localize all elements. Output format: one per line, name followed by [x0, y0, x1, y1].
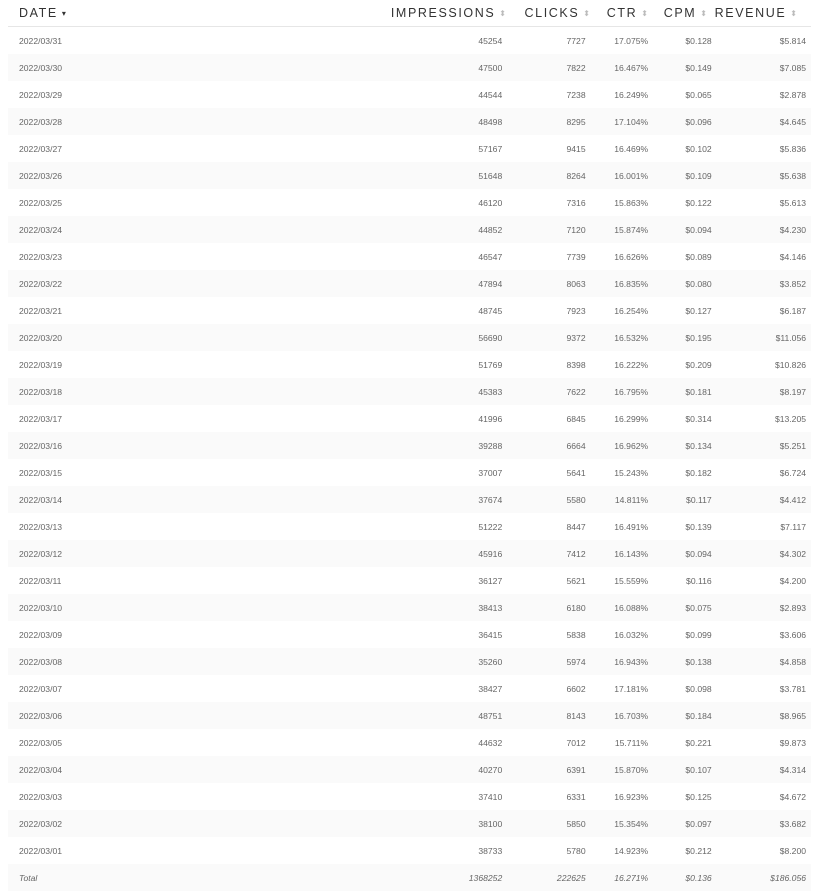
cell-cpm: $0.195: [685, 332, 712, 343]
cell-clicks: 6664: [566, 440, 586, 451]
sort-desc-icon: ▾: [61, 8, 66, 18]
cell-date: 2022/03/28: [19, 116, 63, 127]
cell-impressions: 44852: [478, 224, 503, 235]
sort-icon: ⬍: [700, 8, 707, 18]
cell-cpm: $0.080: [685, 278, 712, 289]
column-header-impressions-label: IMPRESSIONS: [390, 6, 496, 20]
cell-ctr: 17.075%: [614, 35, 649, 46]
column-header-ctr-label: CTR: [606, 6, 638, 20]
cell-clicks: 7120: [566, 224, 586, 235]
cell-revenue: $13.205: [774, 413, 807, 424]
column-header-date-label: DATE: [19, 6, 58, 20]
cell-impressions: 56690: [478, 332, 503, 343]
cell-clicks: 7238: [566, 89, 586, 100]
cell-revenue: $3.682: [779, 818, 807, 829]
cell-ctr: 15.354%: [614, 818, 649, 829]
cell-date: 2022/03/30: [19, 62, 63, 73]
cell-impressions: 45383: [478, 386, 503, 397]
cell-impressions: 37674: [478, 494, 503, 505]
cell-clicks: 7923: [566, 305, 586, 316]
cell-revenue: $3.781: [779, 683, 807, 694]
cell-clicks: 9415: [566, 143, 586, 154]
cell-clicks: 5641: [566, 467, 586, 478]
sort-icon: ⬍: [790, 8, 797, 18]
cell-cpm: $0.117: [686, 494, 712, 505]
cell-date: 2022/03/05: [19, 737, 63, 748]
cell-ctr: 16.271%: [614, 872, 649, 883]
table-row: [8, 378, 811, 405]
table-row: [8, 135, 811, 162]
cell-date: 2022/03/11: [19, 575, 62, 586]
table-row: [8, 351, 811, 378]
cell-date: 2022/03/21: [19, 305, 63, 316]
table-row: [8, 405, 811, 432]
sort-icon: ⬍: [641, 8, 648, 18]
cell-impressions: 38733: [478, 845, 503, 856]
cell-cpm: $0.134: [685, 440, 712, 451]
sort-icon: ⬍: [499, 8, 506, 18]
cell-cpm: $0.184: [685, 710, 712, 721]
cell-impressions: 51648: [478, 170, 503, 181]
table-row: [8, 594, 811, 621]
cell-ctr: 14.923%: [614, 845, 649, 856]
cell-clicks: 5780: [566, 845, 586, 856]
cell-ctr: 16.491%: [614, 521, 649, 532]
cell-clicks: 7739: [566, 251, 586, 262]
cell-date: 2022/03/13: [19, 521, 63, 532]
table-row: [8, 27, 811, 54]
table-row: [8, 81, 811, 108]
cell-cpm: $0.075: [685, 602, 712, 613]
cell-cpm: $0.089: [685, 251, 712, 262]
cell-cpm: $0.094: [685, 224, 712, 235]
table-row: [8, 324, 811, 351]
cell-ctr: 17.104%: [614, 116, 649, 127]
cell-date: 2022/03/01: [19, 845, 63, 856]
cell-impressions: 38427: [478, 683, 503, 694]
cell-cpm: $0.109: [685, 170, 712, 181]
cell-date: 2022/03/24: [19, 224, 63, 235]
cell-impressions: 46547: [478, 251, 503, 262]
cell-cpm: $0.209: [685, 359, 712, 370]
cell-clicks: 8447: [566, 521, 586, 532]
cell-date: 2022/03/08: [19, 656, 63, 667]
table-row: [8, 675, 811, 702]
cell-impressions: 47894: [478, 278, 503, 289]
cell-impressions: 48498: [478, 116, 503, 127]
cell-impressions: 36415: [478, 629, 503, 640]
cell-cpm: $0.096: [685, 116, 712, 127]
cell-clicks: 8398: [566, 359, 586, 370]
cell-impressions: 45916: [478, 548, 503, 559]
cell-clicks: 9372: [566, 332, 586, 343]
cell-impressions: 51222: [478, 521, 503, 532]
cell-revenue: $5.251: [779, 440, 807, 451]
cell-revenue: $7.117: [780, 521, 807, 532]
cell-date: 2022/03/29: [19, 89, 63, 100]
cell-date: 2022/03/25: [19, 197, 63, 208]
cell-impressions: 37410: [478, 791, 503, 802]
cell-revenue: $5.836: [779, 143, 807, 154]
column-header-date[interactable]: [8, 6, 139, 20]
cell-ctr: 16.032%: [614, 629, 649, 640]
cell-revenue: $8.197: [779, 386, 807, 397]
cell-clicks: 8143: [566, 710, 586, 721]
cell-revenue: $9.873: [779, 737, 807, 748]
table-row: [8, 216, 811, 243]
cell-impressions: 46120: [478, 197, 503, 208]
cell-cpm: $0.094: [685, 548, 712, 559]
table-row: [8, 108, 811, 135]
cell-date: 2022/03/27: [19, 143, 63, 154]
cell-impressions: 44544: [478, 89, 503, 100]
cell-impressions: 35260: [478, 656, 503, 667]
cell-impressions: 57167: [478, 143, 503, 154]
cell-date: 2022/03/02: [19, 818, 63, 829]
cell-impressions: 37007: [478, 467, 503, 478]
cell-clicks: 7622: [566, 386, 586, 397]
cell-ctr: 16.626%: [614, 251, 649, 262]
table-row: [8, 270, 811, 297]
table-row: [8, 756, 811, 783]
cell-revenue: $5.613: [779, 197, 807, 208]
table-row: [8, 54, 811, 81]
cell-cpm: $0.149: [685, 62, 712, 73]
cell-impressions: 39288: [478, 440, 503, 451]
cell-ctr: 16.962%: [614, 440, 649, 451]
cell-impressions: 36127: [478, 575, 503, 586]
cell-revenue: $5.814: [779, 35, 807, 46]
cell-clicks: 5580: [566, 494, 586, 505]
cell-cpm: $0.107: [685, 764, 712, 775]
cell-clicks: 7316: [566, 197, 586, 208]
table-header: [8, 0, 811, 27]
cell-impressions: 48745: [478, 305, 503, 316]
cell-revenue: $4.645: [779, 116, 807, 127]
cell-ctr: 15.863%: [614, 197, 649, 208]
table-row: [8, 702, 811, 729]
table-row: [8, 513, 811, 540]
cell-clicks: 7822: [566, 62, 586, 73]
cell-revenue: $7.085: [779, 62, 807, 73]
cell-date: 2022/03/15: [19, 467, 63, 478]
cell-clicks: 8063: [566, 278, 586, 289]
cell-revenue: $4.230: [779, 224, 807, 235]
table-row: [8, 432, 811, 459]
cell-clicks: 7727: [566, 35, 586, 46]
cell-revenue: $2.878: [779, 89, 807, 100]
cell-clicks: 6845: [566, 413, 586, 424]
table-row: [8, 162, 811, 189]
cell-date: 2022/03/12: [19, 548, 63, 559]
cell-cpm: $0.138: [685, 656, 712, 667]
table-row: [8, 459, 811, 486]
cell-date: 2022/03/07: [19, 683, 63, 694]
cell-ctr: 14.811%: [614, 494, 649, 505]
cell-impressions: 48751: [478, 710, 503, 721]
cell-date: 2022/03/09: [19, 629, 63, 640]
cell-ctr: 16.001%: [614, 170, 649, 181]
cell-cpm: $0.099: [685, 629, 712, 640]
column-header-ctr[interactable]: [590, 6, 648, 20]
cell-ctr: 15.870%: [614, 764, 649, 775]
table-row: [8, 567, 811, 594]
cell-ctr: 16.795%: [614, 386, 649, 397]
cell-cpm: $0.181: [685, 386, 712, 397]
cell-cpm: $0.139: [685, 521, 712, 532]
table-row: [8, 621, 811, 648]
cell-clicks: 5838: [566, 629, 586, 640]
cell-cpm: $0.102: [685, 143, 712, 154]
cell-ctr: 16.254%: [614, 305, 649, 316]
cell-clicks: 8264: [566, 170, 586, 181]
cell-ctr: 17.181%: [614, 683, 649, 694]
cell-revenue: $4.302: [779, 548, 807, 559]
cell-date: 2022/03/22: [19, 278, 63, 289]
cell-revenue: $5.638: [779, 170, 807, 181]
cell-cpm: $0.125: [685, 791, 712, 802]
table-row: [8, 648, 811, 675]
cell-revenue: $4.858: [779, 656, 807, 667]
table-row: [8, 243, 811, 270]
cell-cpm: $0.182: [685, 467, 712, 478]
cell-clicks: 6391: [566, 764, 586, 775]
cell-impressions: 38413: [478, 602, 503, 613]
cell-clicks: 7012: [566, 737, 586, 748]
cell-cpm: $0.127: [685, 305, 712, 316]
cell-impressions: 38100: [478, 818, 503, 829]
table-row: [8, 189, 811, 216]
cell-ctr: 16.222%: [614, 359, 649, 370]
cell-impressions: 40270: [478, 764, 503, 775]
cell-revenue: $3.852: [779, 278, 807, 289]
table-row: [8, 810, 811, 837]
cell-ctr: 16.467%: [614, 62, 649, 73]
cell-ctr: 16.703%: [614, 710, 649, 721]
table-row: [8, 729, 811, 756]
cell-ctr: 16.923%: [614, 791, 649, 802]
cell-cpm: $0.314: [685, 413, 712, 424]
cell-impressions: 1368252: [468, 872, 503, 883]
cell-date: 2022/03/26: [19, 170, 63, 181]
cell-cpm: $0.116: [686, 575, 712, 586]
cell-date: 2022/03/04: [19, 764, 63, 775]
table-row: [8, 297, 811, 324]
cell-date: 2022/03/23: [19, 251, 63, 262]
cell-ctr: 15.874%: [614, 224, 649, 235]
cell-impressions: 44632: [478, 737, 503, 748]
cell-clicks: 8295: [566, 116, 586, 127]
cell-revenue: $2.893: [779, 602, 807, 613]
cell-revenue: $6.724: [779, 467, 807, 478]
cell-impressions: 41996: [478, 413, 503, 424]
cell-revenue: $11.056: [775, 332, 807, 343]
report-table: [8, 0, 811, 891]
cell-ctr: 16.532%: [614, 332, 649, 343]
cell-ctr: 16.835%: [614, 278, 649, 289]
cell-date: 2022/03/17: [19, 413, 63, 424]
cell-cpm: $0.065: [685, 89, 712, 100]
total-row: [8, 864, 811, 891]
column-header-cpm[interactable]: [648, 6, 707, 20]
table-body: [8, 27, 811, 891]
column-header-revenue-label: REVENUE: [714, 6, 787, 20]
cell-revenue: $3.606: [779, 629, 807, 640]
cell-revenue: $4.314: [779, 764, 807, 775]
cell-ctr: 16.943%: [614, 656, 649, 667]
cell-date: 2022/03/14: [19, 494, 63, 505]
cell-revenue: $8.200: [779, 845, 807, 856]
cell-cpm: $0.097: [685, 818, 712, 829]
cell-cpm: $0.098: [685, 683, 712, 694]
cell-impressions: 47500: [478, 62, 503, 73]
cell-date: 2022/03/31: [19, 35, 63, 46]
cell-revenue: $4.672: [779, 791, 807, 802]
cell-clicks: 6180: [566, 602, 586, 613]
column-header-cpm-label: CPM: [663, 6, 697, 20]
table-row: [8, 486, 811, 513]
table-row: [8, 540, 811, 567]
cell-ctr: 15.243%: [614, 467, 649, 478]
cell-clicks: 6602: [566, 683, 586, 694]
cell-date: 2022/03/03: [19, 791, 63, 802]
sort-icon: ⬍: [583, 8, 590, 18]
cell-cpm: $0.212: [685, 845, 712, 856]
cell-cpm: $0.136: [685, 872, 712, 883]
cell-ctr: 15.711%: [614, 737, 649, 748]
table-row: [8, 837, 811, 864]
cell-cpm: $0.128: [685, 35, 712, 46]
column-header-impressions[interactable]: [139, 6, 506, 20]
cell-impressions: 45254: [478, 35, 503, 46]
cell-date: 2022/03/20: [19, 332, 63, 343]
column-header-clicks[interactable]: [506, 6, 590, 20]
cell-revenue: $4.146: [779, 251, 807, 262]
cell-ctr: 16.143%: [614, 548, 649, 559]
cell-revenue: $6.187: [779, 305, 807, 316]
cell-clicks: 7412: [566, 548, 586, 559]
cell-clicks: 5621: [566, 575, 586, 586]
cell-revenue: $4.200: [779, 575, 807, 586]
cell-ctr: 15.559%: [614, 575, 649, 586]
cell-date: Total: [19, 872, 38, 883]
cell-ctr: 16.088%: [614, 602, 649, 613]
cell-clicks: 6331: [566, 791, 586, 802]
cell-ctr: 16.469%: [614, 143, 649, 154]
cell-date: 2022/03/16: [19, 440, 63, 451]
cell-date: 2022/03/10: [19, 602, 63, 613]
cell-cpm: $0.122: [685, 197, 712, 208]
cell-date: 2022/03/18: [19, 386, 63, 397]
cell-impressions: 51769: [478, 359, 503, 370]
table-row: [8, 783, 811, 810]
column-header-clicks-label: CLICKS: [524, 6, 580, 20]
cell-revenue: $8.965: [779, 710, 807, 721]
cell-revenue: $10.826: [774, 359, 807, 370]
cell-revenue: $186.056: [770, 872, 807, 883]
cell-ctr: 16.299%: [614, 413, 649, 424]
cell-date: 2022/03/06: [19, 710, 63, 721]
cell-clicks: 222625: [556, 872, 586, 883]
cell-revenue: $4.412: [779, 494, 807, 505]
column-header-revenue[interactable]: [707, 6, 797, 20]
cell-cpm: $0.221: [685, 737, 712, 748]
cell-clicks: 5974: [566, 656, 586, 667]
cell-date: 2022/03/19: [19, 359, 63, 370]
cell-ctr: 16.249%: [614, 89, 649, 100]
cell-clicks: 5850: [566, 818, 586, 829]
